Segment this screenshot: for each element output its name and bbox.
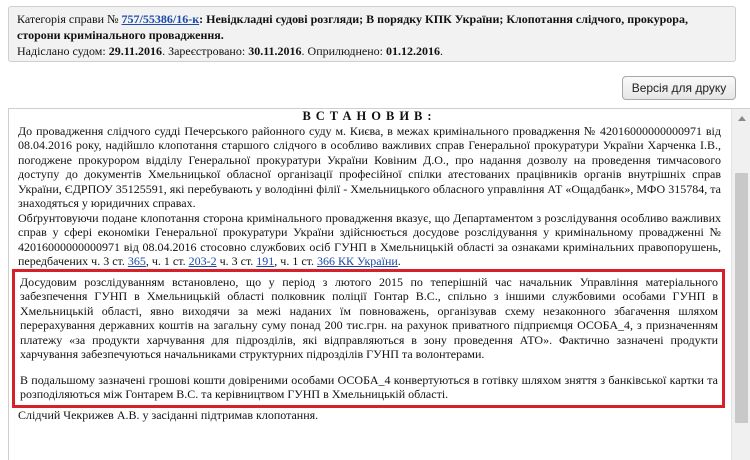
case-category-line	[17, 11, 727, 43]
article-203-2-link[interactable]: 203-2	[188, 254, 217, 268]
separator: , ч. 1 ст.	[274, 254, 314, 268]
document-heading: ВСТАНОВИВ:	[302, 109, 437, 123]
sent-date: 29.11.2016	[108, 44, 163, 58]
paragraph-grounds	[18, 211, 721, 269]
article-365-link[interactable]: 365	[127, 254, 146, 268]
category-text: : Невідкладні судові розгляди; В порядку КПК України; Клопотання слідчого, прокурора, сторони кримінального провадження.	[17, 12, 688, 42]
print-version-button[interactable]: Версія для друку	[622, 76, 736, 100]
article-191-link[interactable]: 191	[256, 254, 275, 268]
scroll-up-button[interactable]	[732, 109, 750, 127]
paragraph-investigation: Досудовим розслідуванням встановлено, що у період з лютого 2015 по теперішній час начальник Управління матеріального забезпечення ГУНП в Хмельницькій області полковник поліції Гонтар В.С., спільно з іншими службовими особами ГУНП в Хмельницькій області, явно виходячи за межі наданих їм повноважень, організував схему незаконного збагачення шляхом перерахування державних коштів на загальну суму понад 200 тис.грн. на рахунок приватного підприємця ОСОБА_4, з призначенням платежу «за продукти харчування для підрозділів, які відправляються в зону проведення АТО». Фактично зазначені продукти харчування забезпечуються начальниками структурних підрозділів ГУНП та волонтерами.	[20, 274, 718, 361]
article-366-link[interactable]: 366 КК України	[317, 254, 398, 268]
sent-label: Надіслано судом:	[17, 44, 106, 58]
case-meta-panel	[8, 6, 736, 62]
arrow-up-icon	[738, 116, 746, 121]
separator: ч. 3 ст.	[216, 254, 254, 268]
case-dates-line: Надіслано судом: 29.11.2016. Зареєстровано: 30.11.2016. Оприлюднено: 01.12.2016.	[17, 44, 443, 58]
document-text	[9, 109, 729, 460]
highlighted-excerpt	[12, 269, 725, 408]
paragraph-intro: До провадження слідчого судді Печерського районного суду м. Києва, в межах кримінального провадження № 42016000000000971 від 08.04.2016 року, надійшло клопотання старшого слідчого в особливо важливих справ Генеральної прокуратури України Харченка І.В., погоджене прокурором відділу Генеральної прокуратури України Ковіним Д.О., про надання дозволу на проведення тимчасового доступу до документів Хмельницької обласної організації професійної спілки атестованих працівників органів внутрішніх справ України, ЄДРПОУ 35125591, які перебувають у володінні філії - Хмельницького обласного управління АТ «Ощадбанк», МФО 315784, та знаходяться у юридичних справах.	[18, 123, 721, 210]
vertical-scrollbar[interactable]	[731, 109, 750, 460]
paragraph-conversion: В подальшому зазначені грошові кошти довіреними особами ОСОБА_4 конвертуються в готівку шляхом зняття з банківської картки та розподіляються між Гонтарем В.С. та керівництвом ГУНП в Хмельницькій області.	[20, 372, 718, 401]
paragraph-grounds-text: Обґрунтовуючи подане клопотання сторона кримінального провадження вказує, що Департаментом з розслідування особливо важливих справ у сфері економіки Генеральної прокуратури України здійснюється досудове розслідування у кримінальному провадженні № 42016000000000971 від 08.04.2016 стосовно службових осіб ГУНП в Хмельницькій області за ознаками кримінальних правопорушень, передбачених ч. 3 ст.	[18, 210, 721, 268]
separator: , ч. 1 ст.	[145, 254, 186, 268]
scroll-thumb[interactable]	[735, 173, 748, 423]
registered-date: 30.11.2016	[248, 44, 302, 58]
document-frame	[8, 108, 750, 460]
category-label: Категорія справи №	[17, 12, 119, 26]
published-label: Оприлюднено:	[307, 44, 383, 58]
paragraph-hearing: Слідчий Чекрижев А.В. у засіданні підтримав клопотання.	[18, 407, 319, 422]
case-number-link[interactable]: 757/55386/16-к	[121, 12, 200, 26]
paragraph-end: .	[397, 254, 401, 268]
registered-label: Зареєстровано:	[168, 44, 246, 58]
published-date: 01.12.2016	[386, 44, 440, 58]
